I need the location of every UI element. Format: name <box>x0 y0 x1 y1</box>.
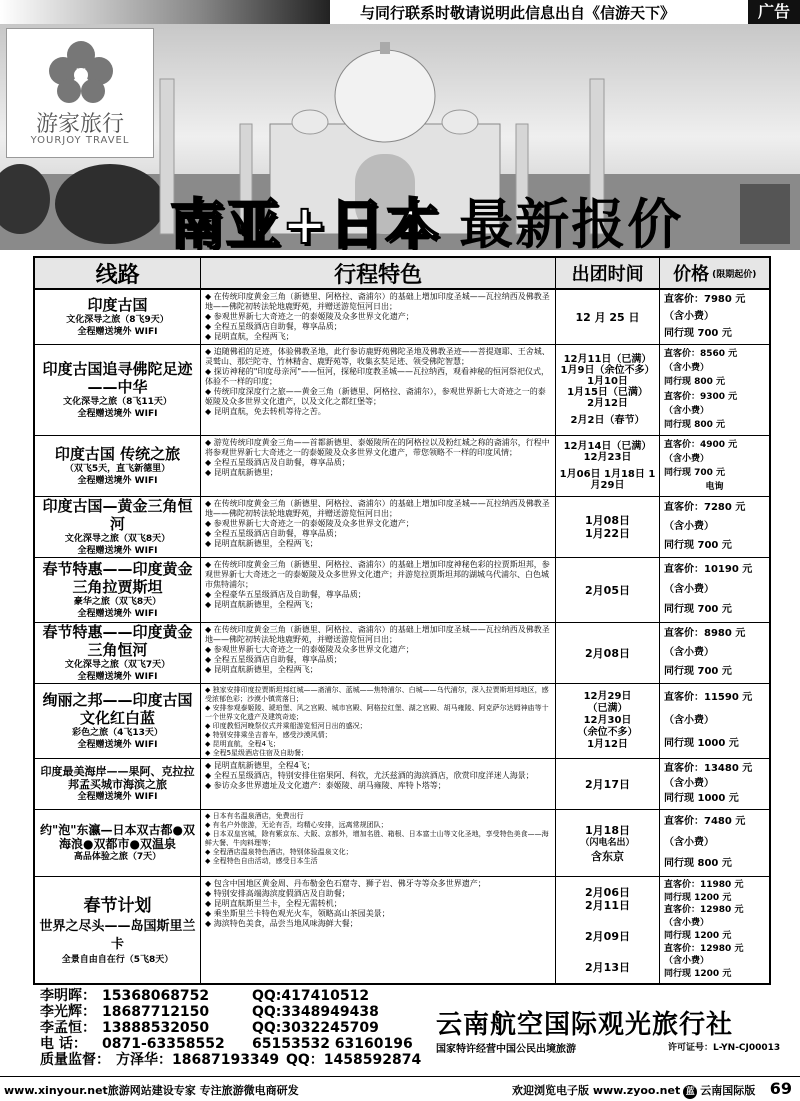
price-cell <box>660 436 769 496</box>
contact-phone: 0871-63358552 <box>102 1036 225 1052</box>
agent-price: 同行现 1200 元 <box>664 892 732 903</box>
agent-price: 同行现 1000 元 <box>664 793 739 805</box>
company-name: 云南航空国际观光旅行社 <box>436 1010 734 1040</box>
feature-line: ◆ 在传统印度黄金三角（新德里、阿格拉、斋浦尔）的基础上增加印度神秘色彩的拉贾斯坦邦，参观世界新七大奇迹之一的泰姬陵及众多世界文化遗产；并游览拉贾斯坦邦的湖城乌代浦尔、白色城市焦特浦尔； <box>205 560 550 589</box>
departure-date: 12 月 25 日 <box>575 310 640 324</box>
blue-badge-icon: 蓝 <box>683 1085 697 1099</box>
route-subtitle: （双飞5天，直飞新德里） <box>64 464 171 474</box>
departure-date: 2月2日（春节） <box>570 415 645 426</box>
departure-date: 2月17日 <box>585 777 630 791</box>
agent-price: 同行现 800 元 <box>664 420 726 431</box>
dates-cell <box>556 497 660 557</box>
company-logo <box>6 28 154 158</box>
dates-cell <box>556 558 660 622</box>
feature-line: ◆ 参观世界新七大奇迹之一的泰姬陵及众多世界文化遗产； <box>205 645 414 654</box>
hero-image <box>0 24 800 250</box>
feature-line: ◆ 全程五星级酒店自助餐，尊享品质； <box>205 322 342 331</box>
feature-line: ◆ 在传统印度黄金三角（新德里、阿格拉、斋浦尔）的基础上增加印度圣城——瓦拉纳西及佛教圣地——佛陀初转法轮地鹿野苑，并赠送游览恒河日出； <box>205 292 550 311</box>
route-name: 春节特惠——印度黄金三角恒河 <box>42 623 193 659</box>
feature-line: ◆ 昆明直航新德里，全程4飞； <box>205 761 315 770</box>
contact-section <box>0 984 800 1072</box>
dates-cell <box>556 877 660 983</box>
feature-line: ◆ 游览传统印度黄金三角——首都新德里、泰姬陵所在的阿格拉以及粉红城之称的斋浦尔，行程中将参观世界新七大奇迹之一的泰姬陵及众多世界文化遗产，带您领略不一样的印度风情； <box>205 438 550 457</box>
features-cell <box>201 877 556 983</box>
features-cell <box>201 497 556 557</box>
logo-chinese-name: 游家旅行 <box>35 112 124 137</box>
departure-date: （已满） <box>587 703 628 714</box>
feature-line: ◆ 探访神秘的"印度母亲河"——恒河，探秘印度教圣城——瓦拉纳西，观看神秘的恒河祭祀仪式，体验不一样的印度； <box>205 367 550 386</box>
price-cell <box>660 877 769 983</box>
banner-gradient <box>0 0 330 24</box>
route-name: 印度最美海岸——果阿、克拉拉邦孟买城市海滨之旅 <box>40 765 195 791</box>
features-cell <box>201 810 556 876</box>
feature-line: ◆ 印度教恒河晚祭仪式并乘船游览恒河日出的盛况； <box>205 722 367 730</box>
departure-date: 1月08日 <box>585 514 630 527</box>
contact-name: 质量监督： <box>40 1052 110 1068</box>
table-row <box>35 623 769 684</box>
feature-line: ◆ 昆明直航新德里，全程两飞； <box>205 539 318 548</box>
logo-english-name: YOURJOY TRAVEL <box>30 135 130 146</box>
agent-price: 同行现 1200 元 <box>664 969 732 980</box>
feature-line: ◆ 参观世界新七大奇迹之一的泰姬陵及众多世界文化遗产； <box>205 312 414 321</box>
tip-note: （含小费） <box>664 918 710 929</box>
feature-line: ◆ 安排参观泰姬陵、琥珀堡、风之宫殿、城市宫殿、阿格拉红堡、湖之宫殿、胡马雍陵、阿克萨尔达姆神庙等十一个世界文化遗产及建筑奇迹； <box>205 704 549 721</box>
feature-line: ◆ 日本双皇宫城，除有紫京东、大阪、京都外，增加名胜、箱根、日本富士山等文化圣地，享受特色美食——海鲜大餐、牛肉料理等； <box>205 830 549 847</box>
footer-edition-name: 云南国际版 <box>700 1084 756 1097</box>
departure-date: 12月14日（已满） <box>563 441 652 452</box>
features-cell <box>201 759 556 809</box>
header-features: 行程特色 <box>201 258 556 288</box>
route-name: 印度古国—黄金三角恒河 <box>42 497 193 533</box>
headline-latest-prices: 最新报价 <box>459 193 684 250</box>
table-row <box>35 684 769 759</box>
route-name-cell <box>35 558 201 622</box>
permit-number: 许可证号：L-YN-CJ00013 <box>668 1043 781 1053</box>
route-subtitle: 文化深导之旅（双飞7天） <box>64 660 171 670</box>
feature-line: ◆ 全程五星级酒店自助餐，尊享品质； <box>205 529 342 538</box>
agent-price: 同行现 1000 元 <box>664 738 739 750</box>
dates-cell <box>556 623 660 683</box>
header-price-note: (限期起价) <box>712 269 757 280</box>
route-subtitle: 高品体验之旅（7天） <box>73 852 162 862</box>
inquiry-note: 电询 <box>705 481 724 492</box>
table-row <box>35 877 769 983</box>
departure-date: 2月11日 <box>585 899 630 912</box>
route-name-cell <box>35 877 201 983</box>
contact-name: 李孟恒： <box>40 1020 96 1036</box>
dates-cell <box>556 810 660 876</box>
feature-line: ◆ 参访众多世界遗址及文化遗产：泰姬陵、胡马雍陵、库特卜塔等； <box>205 781 446 790</box>
agent-price: 同行现 700 元 <box>664 327 732 339</box>
feature-line: ◆ 全程酒店温泉特色酒店，特别体验温泉文化； <box>205 848 353 856</box>
footer-eversion-link: 欢迎浏览电子版 www.zyoo.net <box>512 1084 681 1097</box>
route-name-cell <box>35 345 201 435</box>
departure-date-group <box>585 886 630 912</box>
tip-note: （含小费） <box>664 836 714 848</box>
contact-qq: QQ：1458592874 <box>286 1052 422 1068</box>
contact-qq: QQ:3348949438 <box>252 1004 379 1020</box>
header-route: 线路 <box>35 258 201 288</box>
table-row <box>35 436 769 497</box>
route-subtitle: 文化深导之旅（8飞11天） <box>63 397 172 407</box>
feature-line: ◆ 全程五星级酒店，特别安排住宿果阿、科钦，尤沃兹酒的海滨酒店，欣赏印度洋迷人海景； <box>205 771 534 780</box>
tip-note: （含小费） <box>664 956 710 967</box>
departure-date: 12月30日 <box>583 715 632 726</box>
flower-logo-icon <box>43 39 119 105</box>
departure-date: 1月15日（已满） <box>567 387 648 398</box>
source-notice: 与同行联系时敬请说明此信息出自《信游天下》 <box>360 4 676 22</box>
contact-line <box>40 1020 421 1036</box>
agent-price: 同行现 700 元 <box>664 665 732 677</box>
feature-line: ◆ 独家安排印度拉贾斯坦邦红城——斋浦尔、蓝城——焦特浦尔、白城——乌代浦尔，深入拉贾斯坦邦地区，感受浓郁色彩；沙漠小镇赏落日； <box>205 686 549 703</box>
departure-date: 12月11日（已满） <box>563 354 652 365</box>
contact-qq: QQ:3032245709 <box>252 1020 379 1036</box>
features-cell <box>201 345 556 435</box>
retail-price: 直客价：7280 元 <box>664 502 746 514</box>
feature-line: ◆ 海滨特色美食，品尝当地风味海鲜大餐； <box>205 919 358 928</box>
route-subtitle: 彩色之旅（4飞13天） <box>72 728 163 738</box>
route-name: 春节计划 <box>83 896 152 916</box>
footer-edition <box>512 1082 755 1099</box>
dates-cell <box>556 345 660 435</box>
route-wifi: 全程赠送境外 WIFI <box>77 409 158 419</box>
route-subtitle: 文化深导之旅（8飞9天） <box>66 315 169 325</box>
table-row <box>35 558 769 623</box>
price-cell <box>660 759 769 809</box>
agent-price: 同行现 800 元 <box>664 377 726 388</box>
route-name: 印度古国追寻佛陀足迹——中华 <box>42 360 193 396</box>
tip-note: （含小费） <box>664 310 714 322</box>
contact-name: 李光辉： <box>40 1004 96 1020</box>
retail-price: 直客价：10190 元 <box>664 564 753 575</box>
departure-date: 1月06日 1月18日 1月29日 <box>559 469 656 491</box>
retail-price: 直客价：7980 元 <box>664 294 746 306</box>
retail-price: 直客价：8980 元 <box>664 628 746 640</box>
agent-price: 同行现 700 元 <box>664 539 732 551</box>
tip-note: （含小费） <box>664 453 710 464</box>
feature-line: ◆ 昆明直航，免去转机等待之苦。 <box>205 407 326 416</box>
route-wifi: 全程赠送境外 WIFI <box>77 546 158 556</box>
ad-label: 广告 <box>748 0 800 24</box>
tip-note: （含小费） <box>664 405 710 416</box>
route-subtitle: 豪华之旅（双飞8天） <box>73 597 162 607</box>
route-name-cell <box>35 290 201 344</box>
headline-destinations: 南亚+日本 <box>170 193 442 250</box>
route-wifi: 全程赠送境外 WIFI <box>77 792 158 802</box>
departure-date: 1月9日（余位不多） <box>560 365 655 376</box>
route-name: 印度古国 传统之旅 <box>54 445 181 463</box>
retail-price: 直客价：13480 元 <box>664 762 753 774</box>
features-cell <box>201 558 556 622</box>
contact-qq: QQ:417410512 <box>252 988 370 1004</box>
top-banner <box>0 0 800 24</box>
feature-line: ◆ 在传统印度黄金三角（新德里、阿格拉、斋浦尔）的基础上增加印度圣城——瓦拉纳西及佛教圣地——佛陀初转法轮地鹿野苑，并赠送游览恒河日出； <box>205 499 550 518</box>
retail-price: 直客价：7480 元 <box>664 816 746 828</box>
table-row <box>35 497 769 558</box>
route-wifi: 全程赠送境外 WIFI <box>77 476 158 486</box>
route-name-cell <box>35 684 201 758</box>
feature-line: ◆ 全程特色自由活动，感受日本生活 <box>205 857 318 865</box>
features-cell <box>201 290 556 344</box>
contact-phone: 18687712150 <box>102 1004 210 1020</box>
dates-cell <box>556 290 660 344</box>
tip-note: （含小费） <box>664 777 714 789</box>
feature-line: ◆ 昆明直航新德里，全程两飞； <box>205 665 318 674</box>
route-name: 约"泡"东瀛—日本双古都●双海浪●双都市●双温泉 <box>40 823 195 851</box>
tip-note: （含小费） <box>664 584 714 595</box>
price-cell <box>660 345 769 435</box>
route-wifi: 全程赠送境外 WIFI <box>77 609 158 619</box>
contact-name: 电 话： <box>40 1036 87 1052</box>
agent-price: 同行现 700 元 <box>664 604 732 615</box>
feature-line: ◆ 追随佛祖的足迹，体验佛教圣地，此行参访鹿野苑佛陀圣地及佛教圣迹——菩提迦耶、王舍城、灵鹫山、那烂陀寺、竹林精舍、鹿野苑等，收集玄奘足迹、领受佛陀智慧； <box>205 347 550 366</box>
contact-name: 李明晖： <box>40 988 96 1004</box>
retail-price: 直客价：12980 元 <box>664 943 744 954</box>
contact-line <box>40 1004 421 1020</box>
retail-price: 直客价：11590 元 <box>664 691 753 703</box>
agent-price: 同行现 700 元 <box>664 467 726 478</box>
route-name: 春节特惠——印度黄金三角拉贾斯坦 <box>42 560 193 596</box>
feature-line: ◆ 特别安排高端海滨度假酒店及自助餐； <box>205 889 350 898</box>
price-cell <box>660 290 769 344</box>
page-footer <box>0 1076 800 1101</box>
departure-date: 2月13日 <box>585 961 630 974</box>
route-name-cell <box>35 810 201 876</box>
departure-date: 12月23日 <box>583 452 632 463</box>
features-cell <box>201 436 556 496</box>
contact-phone: 13888532050 <box>102 1020 210 1036</box>
contact-line <box>40 1052 421 1068</box>
feature-line: ◆ 全程五星级酒店及自助餐，尊享品质； <box>205 458 350 467</box>
feature-line: ◆ 日本有名温泉酒店，免费出行 <box>205 812 304 820</box>
table-header <box>35 258 769 290</box>
route-wifi: 全程赠送境外 WIFI <box>77 672 158 682</box>
company-license: 国家特许经营中国公民出境旅游 <box>436 1044 576 1055</box>
tip-note: （含小费） <box>664 714 714 726</box>
contact-qq: 65153532 63160196 <box>252 1036 413 1052</box>
agent-price: 同行现 1200 元 <box>664 930 732 941</box>
table-row <box>35 290 769 345</box>
contact-line <box>40 988 421 1004</box>
route-name-secondary: 世界之尽头——岛国斯里兰卡 <box>39 919 196 952</box>
feature-line: ◆ 全程5星级酒店住宿及自助餐； <box>205 749 309 757</box>
page-number: 69 <box>769 1079 792 1098</box>
contact-list <box>40 988 421 1068</box>
dates-cell <box>556 436 660 496</box>
departure-date: 1月18日 <box>585 823 630 837</box>
feature-line: ◆ 全程五星级酒店自助餐，尊享品质； <box>205 655 342 664</box>
route-wifi: 全程赠送境外 WIFI <box>77 740 158 750</box>
table-row <box>35 345 769 436</box>
departure-date: 1月10日 <box>587 376 628 387</box>
feature-line: ◆ 特别安排乘坐吉普车，感受沙漠风情； <box>205 731 332 739</box>
feature-line: ◆ 昆明直航新德里，全程两飞； <box>205 600 318 609</box>
route-name: 印度古国 <box>87 296 148 314</box>
retail-price: 直客价：4900 元 <box>664 439 738 450</box>
table-row <box>35 810 769 877</box>
feature-line: ◆ 传统印度深度行之旅——黄金三角（新德里、阿格拉、斋浦尔），参观世界新七大奇迹之一的泰姬陵及众多世界文化遗产，以及文化之都红堡等； <box>205 387 546 406</box>
departure-date: 2月12日 <box>587 398 628 409</box>
departure-date: 12月29日 <box>583 691 632 702</box>
header-price-label: 价格 <box>673 264 710 285</box>
contact-line <box>40 1036 421 1052</box>
feature-line: ◆ 乘坐斯里兰卡特色观光火车，领略高山茶园美景； <box>205 909 390 918</box>
price-table <box>33 256 771 985</box>
price-cell <box>660 497 769 557</box>
feature-line: ◆ 有名户外旅游，无论有否，均精心安排，远离常规团队； <box>205 821 388 829</box>
departure-date: 2月09日 <box>585 930 630 943</box>
departure-date: 2月06日 <box>585 886 630 899</box>
features-cell <box>201 684 556 758</box>
header-price <box>660 258 769 288</box>
contact-phone: 15368068752 <box>102 988 210 1004</box>
route-name-cell <box>35 759 201 809</box>
tip-note: （含小费） <box>664 520 714 532</box>
feature-line: ◆ 昆明直航，全程4飞； <box>205 740 281 748</box>
departure-date: 2月08日 <box>585 646 630 660</box>
departure-date: 1月12日 <box>587 739 628 750</box>
feature-line: ◆ 参观世界新七大奇迹之一的泰姬陵及众多世界文化遗产； <box>205 519 414 528</box>
departure-date: （余位不多） <box>577 727 638 738</box>
dates-cell <box>556 684 660 758</box>
price-cell <box>660 623 769 683</box>
retail-price: 直客价：12980 元 <box>664 905 744 916</box>
feature-line: ◆ 在传统印度黄金三角（新德里、阿格拉、斋浦尔）的基础上增加印度圣城——瓦拉纳西及佛教圣地——佛陀初转法轮地鹿野苑，并赠送游览恒河日出； <box>205 625 550 644</box>
route-name-cell <box>35 497 201 557</box>
retail-price: 直客价：9300 元 <box>664 391 738 402</box>
footer-website: www.xinyour.net旅游网站建设专家 专注旅游微电商研发 <box>4 1084 299 1097</box>
route-wifi: 全程赠送境外 WIFI <box>77 327 158 337</box>
feature-line: ◆ 昆明直航斯里兰卡，全程无需转机； <box>205 899 342 908</box>
departure-date: 2月05日 <box>585 583 630 597</box>
price-cell <box>660 558 769 622</box>
feature-line: ◆ 包含中国地区黄金周、丹布勒金色石窟寺、狮子岩、佛牙寺等众多世界遗产； <box>205 879 486 888</box>
retail-price: 直客价：8560 元 <box>664 348 738 359</box>
tip-note: （含小费） <box>664 362 710 373</box>
feature-line: ◆ 昆明直航，全程两飞； <box>205 332 294 341</box>
route-name-cell <box>35 623 201 683</box>
price-cell <box>660 684 769 758</box>
page-headline <box>170 182 790 250</box>
price-cell <box>660 810 769 876</box>
route-name-cell <box>35 436 201 496</box>
departure-date: 1月22日 <box>585 527 630 540</box>
departure-date: （闪电名出） <box>580 837 635 848</box>
table-row <box>35 759 769 810</box>
header-dates: 出团时间 <box>556 258 661 288</box>
contact-phone: 方泽华：18687193349 <box>116 1052 280 1068</box>
route-name: 绚丽之邦——印度古国文化红白蓝 <box>42 691 193 727</box>
departure-date: 含东京 <box>591 849 624 863</box>
route-subtitle: 文化深导之旅（双飞8天） <box>64 534 171 544</box>
tip-note: （含小费） <box>664 646 714 658</box>
feature-line: ◆ 全程豪华五星级酒店及自助餐，尊享品质； <box>205 590 366 599</box>
dates-cell <box>556 759 660 809</box>
feature-line: ◆ 昆明直航新德里； <box>205 468 278 477</box>
retail-price: 直客价：11980 元 <box>664 879 744 890</box>
features-cell <box>201 623 556 683</box>
route-subtitle: 全景自由自在行（5飞8天） <box>61 955 174 965</box>
agent-price: 同行现 800 元 <box>664 857 732 869</box>
